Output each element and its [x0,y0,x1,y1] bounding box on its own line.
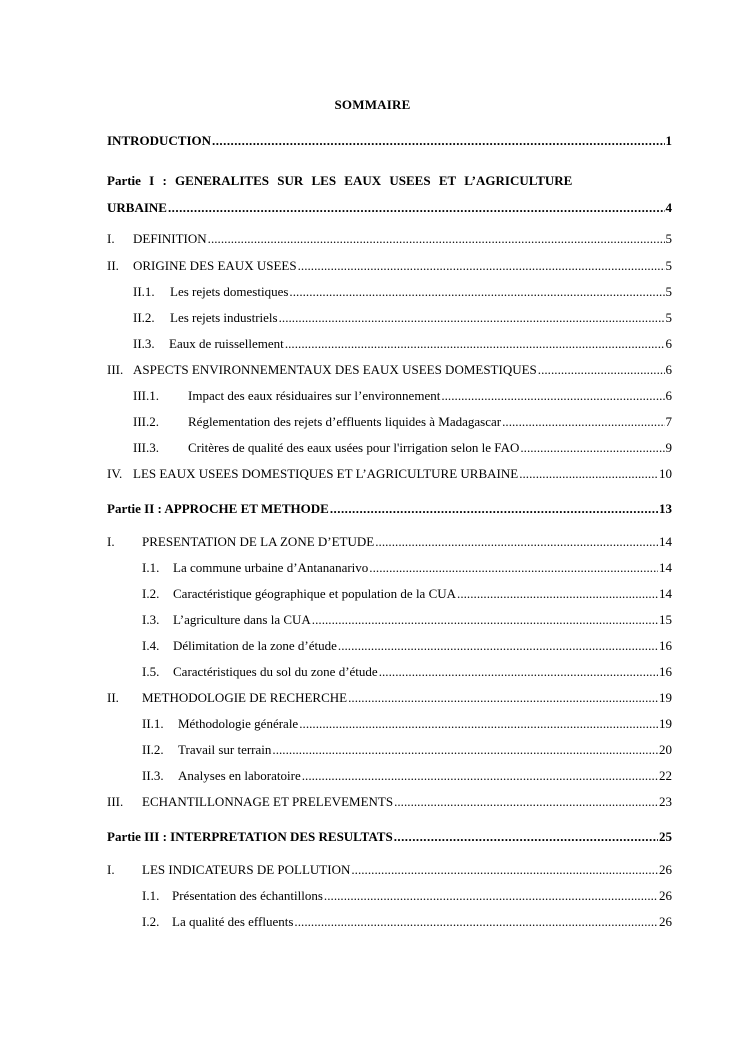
toc-entry-text: Méthodologie générale [178,716,299,731]
dot-leader [289,283,664,301]
toc-page-number: 6 [665,388,672,403]
toc-page-number: 13 [659,501,672,516]
toc-entry-indicateurs-pollution[interactable] [107,861,672,879]
toc-entry-text: Partie I : GENERALITES SUR LES EAUX USEES ET L’AGRICULTURE [107,173,573,188]
toc-page-number: 22 [659,768,672,783]
dot-leader [330,500,658,518]
dot-leader [369,559,658,577]
toc-entry-caracteristiques-sol[interactable] [142,663,672,681]
toc-entry-number: I.5. [142,664,160,679]
toc-entry-qualite-effluents[interactable] [142,913,672,931]
toc-entry-agriculture-cua[interactable] [142,611,672,629]
toc-page-number: 6 [665,362,672,377]
toc-entry-impact[interactable] [133,387,672,405]
dot-leader [168,199,665,217]
toc-entry-methodologie-generale[interactable] [142,715,672,733]
dot-leader [502,413,664,431]
toc-entry-analyses-laboratoire[interactable] [142,767,672,785]
toc-entry-introduction[interactable] [107,132,672,150]
toc-entry-delimitation[interactable] [142,637,672,655]
toc-entry-presentation-echantillons[interactable] [142,887,672,905]
dot-leader [351,861,658,879]
toc-entry-eaux-usees-agriculture[interactable] [107,465,672,483]
toc-entry-text: Critères de qualité des eaux usées pour l'irrigation selon le FAO [188,440,520,455]
toc-entry-echantillonnage[interactable] [107,793,672,811]
dot-leader [279,309,665,327]
toc-entry-number: II.3. [142,768,164,783]
dot-leader [394,793,658,811]
dot-leader [519,465,658,483]
toc-page-number: 23 [659,794,672,809]
dot-leader [348,689,658,707]
dot-leader [212,132,664,150]
toc-page-number: 5 [665,310,672,325]
toc-entry-text: Délimitation de la zone d’étude [173,638,337,653]
toc-page-number: 7 [665,414,672,429]
toc-page-number: 5 [665,284,672,299]
toc-entry-text: Partie II : APPROCHE ET METHODE [107,501,329,516]
toc-page-number: 14 [659,560,672,575]
toc-entry-number: II.1. [133,284,155,299]
toc-entry-commune-urbaine[interactable] [142,559,672,577]
toc-entry-number: III.2. [133,414,159,429]
toc-entry-aspects-environnementaux[interactable] [107,361,672,379]
toc-entry-text: LES EAUX USEES DOMESTIQUES ET L’AGRICULTURE URBAINE [133,466,519,481]
dot-leader [338,637,658,655]
toc-entry-number: II.2. [133,310,155,325]
toc-page-number: 14 [659,586,672,601]
dot-leader [375,533,658,551]
toc-entry-number: II. [107,690,119,705]
toc-entry-reglementation[interactable] [133,413,672,431]
toc-entry-part-3[interactable] [107,828,672,846]
toc-entry-rejets-domestiques[interactable] [133,283,672,301]
toc-entry-text: ORIGINE DES EAUX USEES [133,258,297,273]
dot-leader [285,335,665,353]
toc-entry-text: ECHANTILLONNAGE ET PRELEVEMENTS [142,794,394,809]
toc-entry-number: III.3. [133,440,159,455]
dot-leader [520,439,664,457]
dot-leader [298,257,665,275]
toc-entry-number: IV. [107,466,123,481]
toc-page-number: 1 [665,133,672,148]
toc-entry-text: Présentation des échantillons [172,888,323,903]
dot-leader [272,741,658,759]
toc-entry-number: I. [107,534,115,549]
toc-page-number: 9 [665,440,672,455]
toc-entry-number: I.1. [142,560,160,575]
toc-entry-text: DEFINITION [133,231,207,246]
toc-entry-travail-terrain[interactable] [142,741,672,759]
toc-entry-number: I. [107,862,115,877]
toc-page-number: 26 [659,888,672,903]
toc-title: SOMMAIRE [334,97,411,112]
toc-entry-definition[interactable] [107,230,672,248]
dot-leader [379,663,658,681]
toc-entry-text: Les rejets domestiques [170,284,289,299]
toc-entry-text: Réglementation des rejets d’effluents liquides à Madagascar [188,414,502,429]
toc-entry-number: II.3. [133,336,155,351]
dot-leader [457,585,658,603]
toc-page-number: 20 [659,742,672,757]
toc-entry-text: Les rejets industriels [170,310,278,325]
dot-leader [324,887,658,905]
dot-leader [302,767,658,785]
toc-entry-caracteristique-geographique[interactable] [142,585,672,603]
dot-leader [208,230,665,248]
toc-entry-text: La commune urbaine d’Antananarivo [173,560,369,575]
toc-page-number: 16 [659,638,672,653]
toc-page-number: 16 [659,664,672,679]
toc-entry-text: Travail sur terrain [178,742,272,757]
toc-entry-text: Partie III : INTERPRETATION DES RESULTATS [107,829,393,844]
toc-entry-number: III.1. [133,388,159,403]
toc-page-number: 26 [659,862,672,877]
toc-entry-rejets-industriels[interactable] [133,309,672,327]
toc-entry-number: II. [107,258,119,273]
toc-entry-text: URBAINE [107,200,167,215]
toc-entry-number: III. [107,794,124,809]
toc-entry-number: I.3. [142,612,160,627]
toc-entry-part-1-continued[interactable] [107,199,672,217]
toc-entry-text: PRESENTATION DE LA ZONE D’ETUDE [142,534,375,549]
toc-page-number: 10 [659,466,672,481]
toc-entry-number: II.1. [142,716,164,731]
dot-leader [538,361,665,379]
toc-entry-text: L’agriculture dans la CUA [173,612,311,627]
toc-page-number: 5 [665,231,672,246]
toc-entry-part-1[interactable] [107,172,672,190]
toc-entry-number: III. [107,362,124,377]
toc-entry-text: Caractéristiques du sol du zone d’étude [173,664,378,679]
toc-entry-number: I.2. [142,914,160,929]
toc-entry-origine[interactable] [107,257,672,275]
toc-entry-text: Caractéristique géographique et population de la CUA [173,586,457,601]
toc-entry-methodologie-recherche[interactable] [107,689,672,707]
dot-leader [312,611,658,629]
toc-entry-text: LES INDICATEURS DE POLLUTION [142,862,351,877]
toc-entry-criteres[interactable] [133,439,672,457]
toc-entry-text: INTRODUCTION [107,133,212,148]
toc-entry-number: I. [107,231,115,246]
dot-leader [394,828,658,846]
toc-entry-presentation-zone[interactable] [107,533,672,551]
toc-entry-number: I.1. [142,888,160,903]
toc-entry-number: I.2. [142,586,160,601]
dot-leader [441,387,664,405]
toc-entry-text: Eaux de ruissellement [169,336,284,351]
toc-page-number: 6 [665,336,672,351]
dot-leader [299,715,658,733]
toc-page-number: 14 [659,534,672,549]
toc-page-number: 4 [665,200,672,215]
toc-entry-number: II.2. [142,742,164,757]
toc-page-number: 25 [659,829,672,844]
toc-entry-text: Impact des eaux résiduaires sur l’environnement [188,388,441,403]
toc-page-number: 19 [659,716,672,731]
toc-entry-ruissellement[interactable] [133,335,672,353]
toc-entry-number: I.4. [142,638,160,653]
dot-leader [294,913,658,931]
toc-page-number: 26 [659,914,672,929]
toc-entry-text: Analyses en laboratoire [178,768,301,783]
toc-page-number: 15 [659,612,672,627]
toc-page-number: 19 [659,690,672,705]
toc-entry-text: ASPECTS ENVIRONNEMENTAUX DES EAUX USEES DOMESTIQUES [133,362,537,377]
toc-entry-part-2[interactable] [107,500,672,518]
toc-entry-text: METHODOLOGIE DE RECHERCHE [142,690,348,705]
toc-page-number: 5 [665,258,672,273]
toc-entry-text: La qualité des effluents [172,914,294,929]
